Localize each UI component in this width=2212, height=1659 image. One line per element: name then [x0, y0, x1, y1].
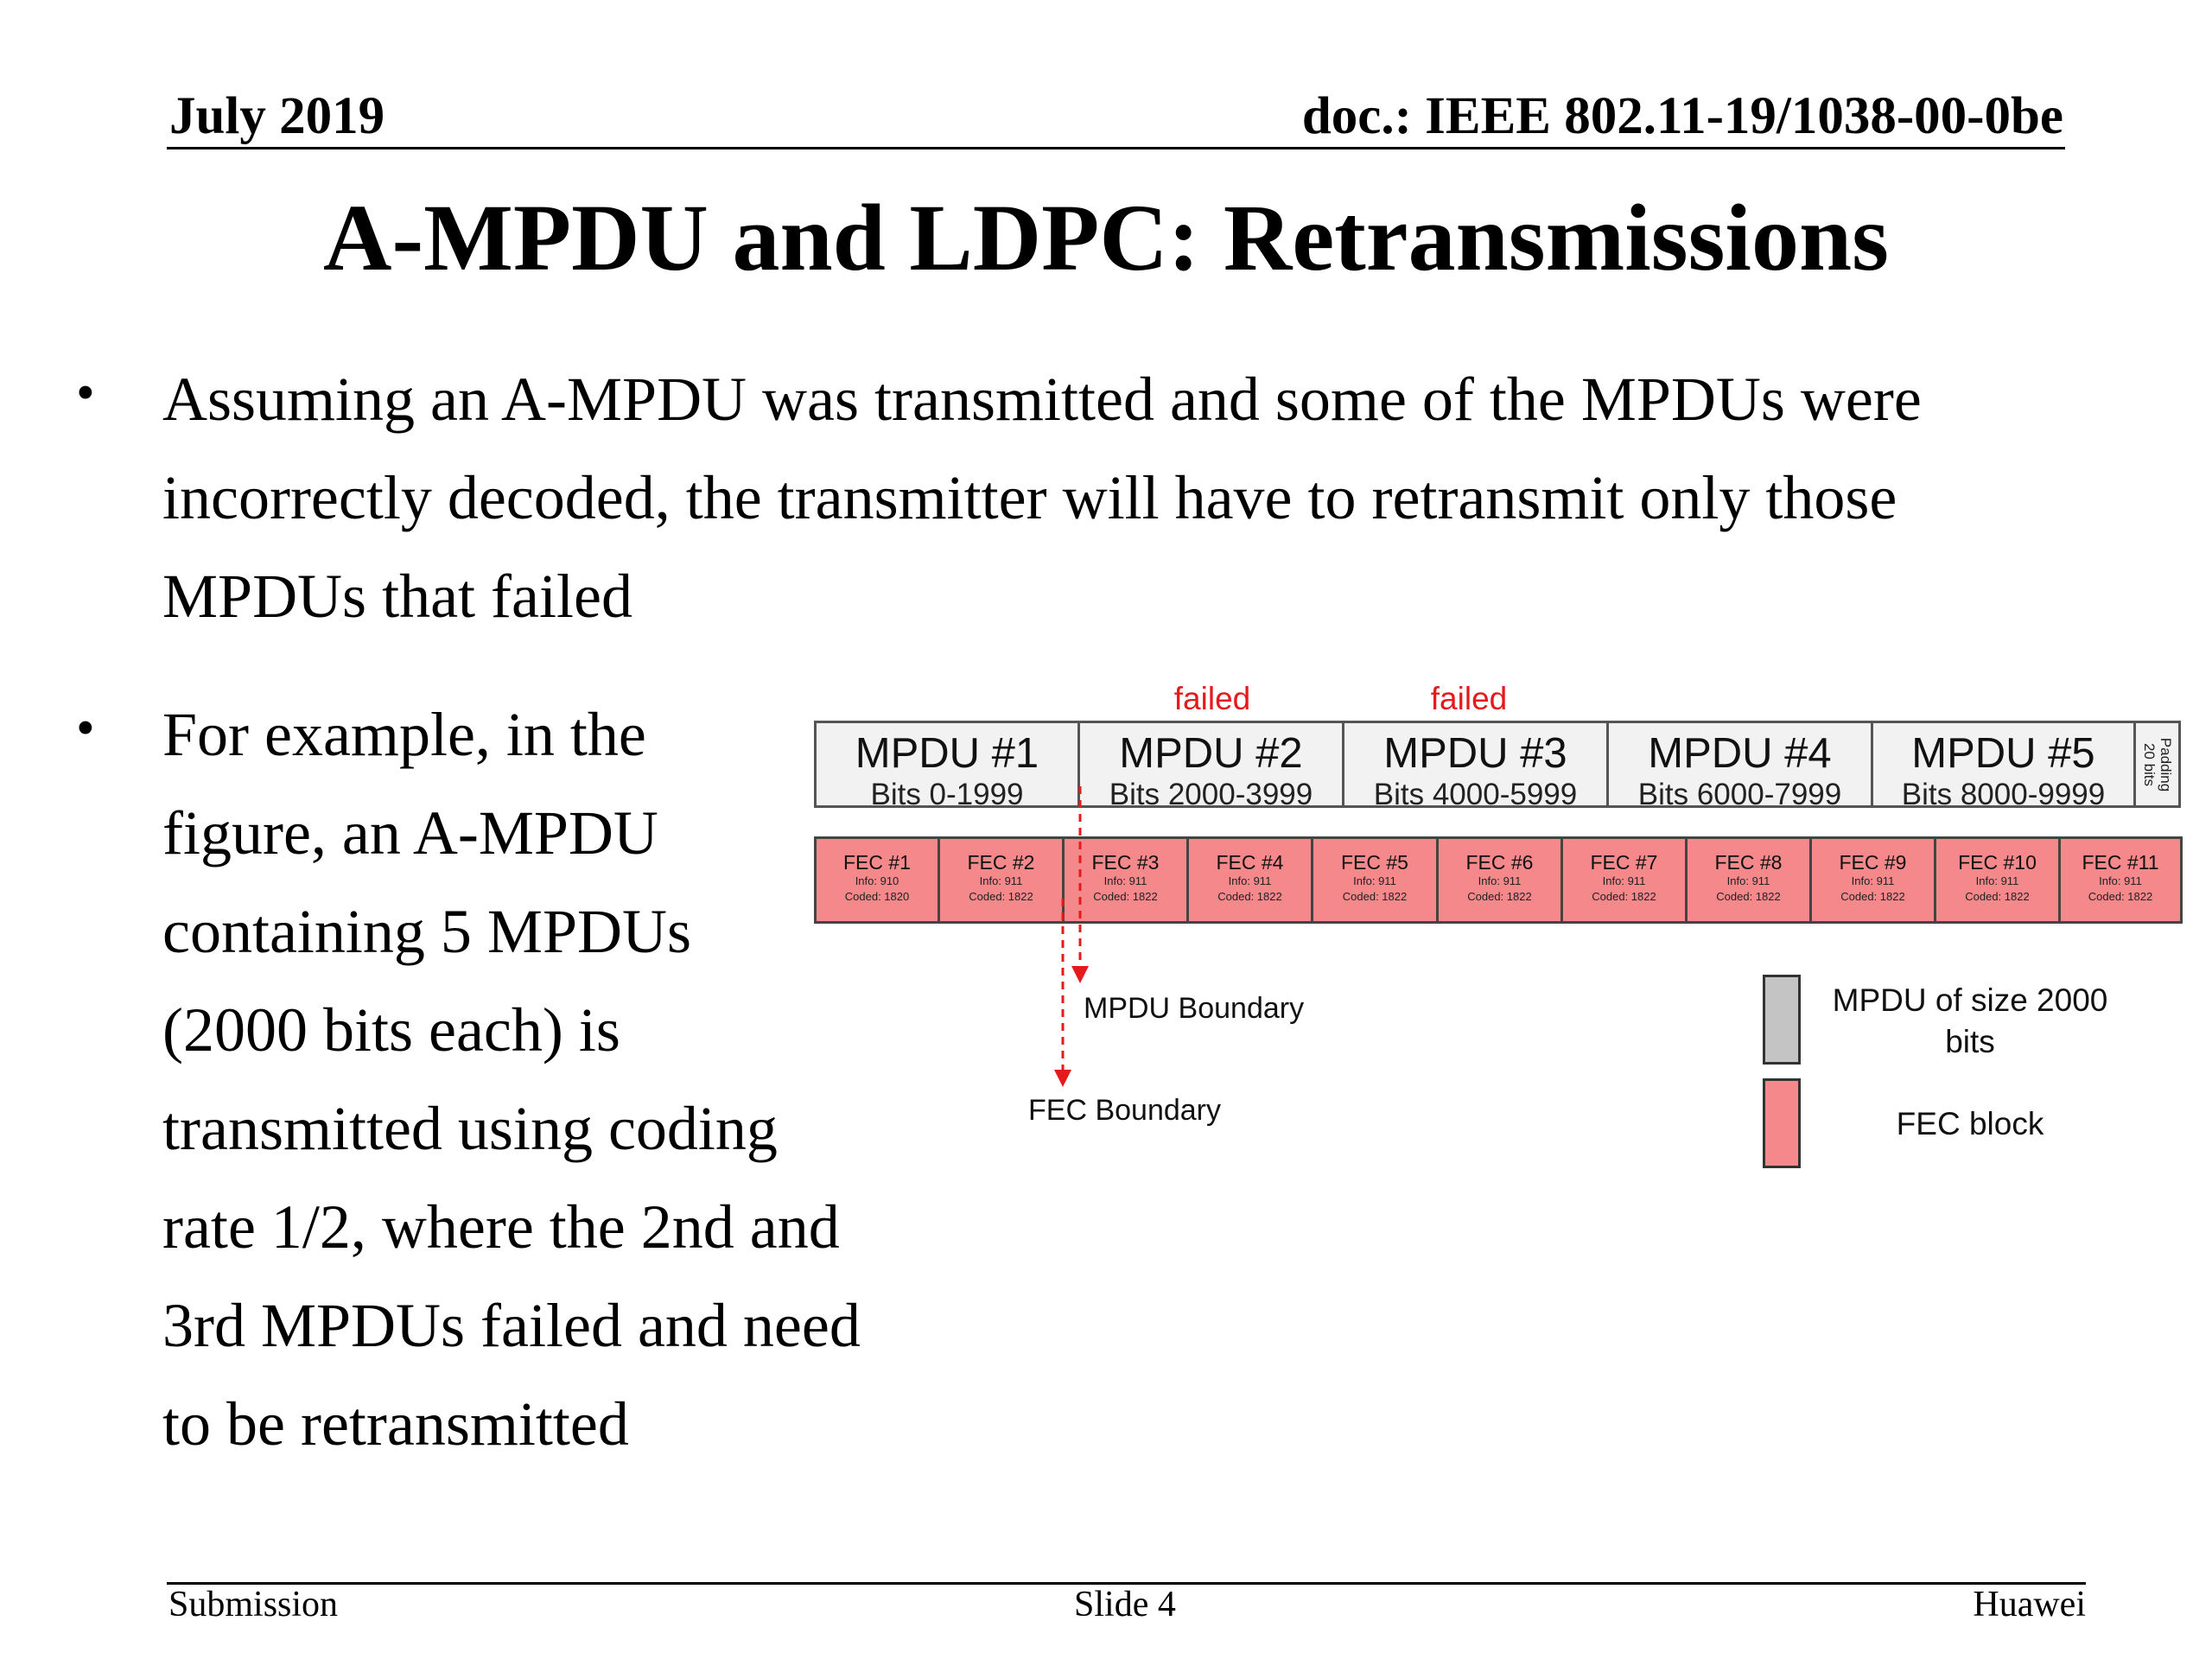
padding-line: Padding [2157, 737, 2174, 791]
fec-coded: Coded: 1822 [1217, 890, 1282, 903]
bullet-2-line: (2000 bits each) is [162, 995, 620, 1065]
bullet-1-line: Assuming an A-MPDU was transmitted and some of the MPDUs were [162, 365, 1922, 434]
fec-info: Info: 911 [1851, 874, 1895, 887]
padding-line: 20 bits [2140, 742, 2158, 786]
bullet-dot-1: • [76, 364, 95, 423]
mpdu-name: MPDU #1 [855, 730, 1039, 777]
mpdu-bits: Bits 6000-7999 [1637, 778, 1842, 811]
mpdu-block [1342, 721, 1609, 811]
fec-name: FEC #11 [2082, 851, 2159, 874]
fec-block [814, 836, 940, 924]
mpdu-name: MPDU #3 [1383, 730, 1567, 777]
fec-name: FEC #7 [1590, 851, 1658, 874]
fec-coded: Coded: 1822 [2088, 890, 2153, 903]
bullet-1-line: incorrectly decoded, the transmitter will have to retransmit only those [162, 463, 1897, 532]
fec-block [1436, 836, 1563, 924]
bullet-2-line: to be retransmitted [162, 1389, 629, 1459]
fec-name: FEC #6 [1465, 851, 1534, 874]
bullet-2-line: 3rd MPDUs failed and need [162, 1291, 861, 1360]
fec-name: FEC #10 [1958, 851, 2037, 874]
bullet-2-line: containing 5 MPDUs [162, 897, 691, 966]
bullet-1-line: MPDUs that failed [162, 562, 632, 631]
fec-name: FEC #4 [1216, 851, 1284, 874]
fec-coded: Coded: 1822 [1965, 890, 2030, 903]
footer-submission: Submission [168, 1585, 339, 1624]
fec-block [1560, 836, 1688, 924]
header-rule [167, 147, 2065, 149]
bullet-2-line: transmitted using coding [162, 1094, 778, 1163]
fec-coded: Coded: 1820 [844, 890, 910, 903]
fec-coded: Coded: 1822 [1093, 890, 1158, 903]
fec-info: Info: 911 [1975, 874, 2019, 887]
fec-name: FEC #8 [1714, 851, 1783, 874]
fec-boundary-arrowhead [1054, 1070, 1071, 1087]
padding-block [2133, 721, 2181, 808]
fec-block [1311, 836, 1439, 924]
fec-name: FEC #5 [1341, 851, 1408, 874]
legend-mpdu-label [1806, 980, 2134, 1063]
legend-fec-swatch [1763, 1078, 1801, 1168]
fec-coded: Coded: 1822 [1840, 890, 1905, 903]
fec-block [1685, 836, 1812, 924]
fec-coded: Coded: 1822 [969, 890, 1033, 903]
slide-title: A-MPDU and LDPC: Retransmissions [323, 185, 1889, 290]
legend-fec-label: FEC block [1896, 1106, 2044, 1141]
mpdu-boundary-label: MPDU Boundary [1084, 992, 1305, 1025]
fec-info: Info: 910 [855, 874, 899, 887]
fec-coded: Coded: 1822 [1716, 890, 1781, 903]
fec-block [1186, 836, 1313, 924]
mpdu-bits: Bits 0-1999 [870, 778, 1024, 811]
fec-info: Info: 911 [1478, 874, 1522, 887]
mpdu-name: MPDU #4 [1648, 730, 1832, 777]
mpdu-boundary-arrowhead [1071, 966, 1089, 983]
header-doc-id: doc.: IEEE 802.11-19/1038-00-0be [1301, 87, 2063, 145]
boundary-arrows [1037, 778, 1106, 1106]
fec-name: FEC #3 [1091, 851, 1160, 874]
fec-boundary-label: FEC Boundary [1028, 1094, 1221, 1127]
fec-name: FEC #2 [967, 851, 1035, 874]
footer-company: Huawei [1973, 1585, 2086, 1624]
mpdu-block [1606, 721, 1873, 811]
fec-info: Info: 911 [1353, 874, 1396, 887]
bullet-text-1 [162, 350, 1922, 645]
mpdu-name: MPDU #2 [1119, 730, 1303, 777]
fec-name: FEC #1 [843, 851, 911, 874]
bullet-text-2 [162, 685, 861, 1473]
fec-block [2058, 836, 2183, 924]
failed-label-mpdu-3: failed [1430, 681, 1508, 716]
mpdu-block [1077, 721, 1344, 811]
fec-coded: Coded: 1822 [1467, 890, 1532, 903]
fec-block [1809, 836, 1936, 924]
fec-info: Info: 911 [1726, 874, 1770, 887]
bullet-dot-2: • [76, 699, 95, 758]
fec-coded: Coded: 1822 [1342, 890, 1408, 903]
bullet-2-line: figure, an A-MPDU [162, 798, 658, 868]
fec-name: FEC #9 [1839, 851, 1907, 874]
mpdu-bits: Bits 8000-9999 [1901, 778, 2106, 811]
failed-label-mpdu-2: failed [1173, 681, 1251, 716]
fec-coded: Coded: 1822 [1592, 890, 1656, 903]
bullet-2-line: For example, in the [162, 700, 646, 769]
legend-mpdu-line: bits [1945, 1024, 1995, 1059]
footer-slide-number: Slide 4 [1074, 1585, 1176, 1624]
fec-info: Info: 911 [1103, 874, 1147, 887]
padding-label [2141, 737, 2174, 791]
header-date: July 2019 [169, 87, 385, 145]
fec-info: Info: 911 [2099, 874, 2142, 887]
fec-block [1934, 836, 2061, 924]
fec-info: Info: 911 [1228, 874, 1272, 887]
fec-info: Info: 911 [1602, 874, 1646, 887]
mpdu-name: MPDU #5 [1911, 730, 2095, 777]
mpdu-bits: Bits 4000-5999 [1373, 778, 1578, 811]
legend-mpdu-swatch [1763, 975, 1801, 1065]
mpdu-block [1871, 721, 2136, 811]
bullet-2-line: rate 1/2, where the 2nd and [162, 1192, 840, 1262]
legend-mpdu-line: MPDU of size 2000 [1832, 982, 2108, 1018]
mpdu-bits: Bits 2000-3999 [1109, 778, 1313, 811]
fec-info: Info: 911 [979, 874, 1023, 887]
